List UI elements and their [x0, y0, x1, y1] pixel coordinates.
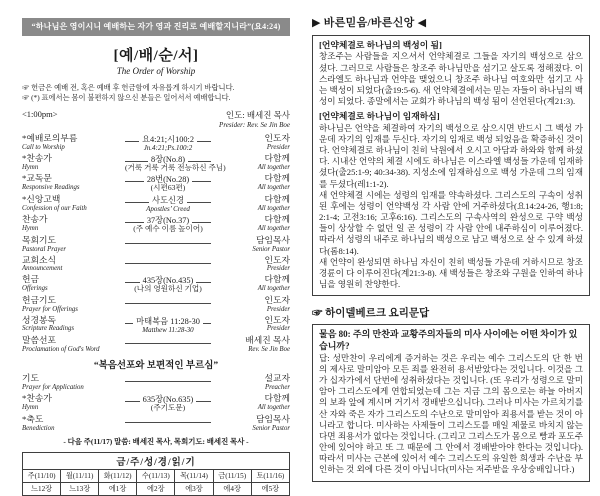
reading-cell: 에1장	[99, 483, 137, 496]
leader-line	[125, 263, 168, 264]
item-label-en: Responsive Readings	[22, 184, 80, 192]
item-detail-sub: (주 예수 이름 높이어)	[133, 224, 203, 234]
order-item-prayer-for-offerings	[22, 296, 290, 314]
leader-line	[125, 181, 144, 182]
item-label-en: Proclamation of God's Word	[22, 345, 100, 353]
item-label-en: Scripture Readings	[22, 325, 75, 333]
order-item-proclamation	[22, 336, 290, 354]
leader-line	[125, 303, 168, 304]
item-detail: 28번(No.28)	[146, 175, 190, 185]
item-label-kr: *예배로의부름	[22, 132, 78, 143]
order-of-worship-column	[22, 18, 290, 496]
catechism-q80-box	[312, 324, 590, 481]
reading-cell: 에3장	[175, 483, 213, 496]
catechism-answer: 답: 성만찬이 우리에게 증거하는 것은 우리는 예수 그리스도의 단 한 번의 제사로 말미암아 모든 죄를 완전히 용서받았다는 것입니다. 이것을 그가 십자가에서 단번에 성취하셨다는 것입니다. (또 우리가 성령으로 말미암아 그리스도에게 연합되었는데 그는 지금 그의 몸으로는 하늘 아버지의 보좌 앞에 계시며 거기서 경배받으십니다). 그러나 미사는 가르치기를 산 자와 죽은 자가 그리스도의 수난으로 말미암아 죄용서를 받는 것이 아니라고 합니다. 미사하는 사제들이 그리스도를 매일 제물로 바치지 않는다면 죄용서가 없다는 것입니다. (그리고 그리스도가 몸으로 빵과 포도주 안에 있어야 하고 또 그 때문에 그 안에서 경배받아야 한다는 것입니다). 따라서 미사는 근본에 있어서 예수 그리스도의 유일한 희생과 수난을 부인하는 것 외에 다른 것이 아닙니다(미사는 저주받을 우상숭배입니다.)	[319, 352, 583, 475]
day-cell: 화(11/12)	[99, 470, 137, 483]
item-label-kr: 교회소식	[22, 254, 56, 265]
item-leader-kr: 담임목사	[256, 413, 290, 424]
item-leader-en: Senior Pastor	[252, 245, 290, 253]
item-leader-en: All together	[257, 225, 290, 233]
leader-line	[125, 323, 133, 324]
leader-line	[125, 343, 168, 344]
leader-line	[196, 401, 211, 402]
catechism-question: 물음 80: 주의 만찬과 교황주의자들의 미사 사이에는 어떤 차이가 있습니까?	[319, 329, 578, 351]
item-label-kr: *교독문	[22, 173, 52, 184]
leader-line	[125, 141, 139, 142]
item-leader-kr: 다함께	[264, 214, 290, 225]
item-leader-en: Rev. Se Jin Boe	[248, 345, 290, 353]
day-cell: 금(11/15)	[213, 470, 251, 483]
item-detail: 37장(No.37)	[146, 216, 190, 226]
scripture-banner: “하나님은 영이시니 예배하는 자가 영과 진리로 예배할지니라”(요4:24)	[22, 18, 290, 36]
item-leader-kr: 다함께	[264, 392, 290, 403]
item-label-kr: *축도	[22, 413, 44, 424]
item-label-kr: *찬송가	[22, 152, 52, 163]
item-label-en: Offerings	[22, 285, 48, 293]
leader-line	[125, 161, 148, 162]
day-cell: 토(11/16)	[251, 470, 289, 483]
leader-line	[125, 381, 168, 382]
item-leader-en: Preacher	[264, 384, 290, 392]
right-column-header: ▶ 바른믿음/바른신앙 ◀	[312, 17, 427, 29]
item-detail: 635장(No.635)	[142, 394, 194, 404]
leader-line	[197, 141, 211, 142]
item-leader-en: All together	[257, 184, 290, 192]
day-cell: 주(11/10)	[23, 470, 61, 483]
item-leader-en: Presider	[266, 143, 290, 151]
item-detail: 8장(No.8)	[150, 154, 186, 164]
item-detail: 사도신경	[151, 196, 185, 206]
section-body: 창조주는 사람들을 지으셔서 언약체결로 그들을 자기의 백성으로 삼으셨다. 그러므로 사람들은 창조주 하나님만을 섬기고 살도록 정해졌다. 이스라엘도 하나님과 언약을 맺었으니 창조주 하나님 여호와만 섬기고 사는 백성이 되었다(출19:5-6). 새 언약체결에서는 믿는 자들이 하나님의 백성이 되었다. 종말에서는 교회가 하나님의 백성 됨이 선언된다(계21:3).	[319, 51, 583, 107]
item-label-kr: 찬송가	[22, 214, 48, 225]
page-subtitle: The Order of Worship	[116, 66, 196, 76]
item-label-kr: 말씀선포	[22, 334, 56, 345]
item-label-en: Hymn	[22, 163, 39, 171]
leader-line	[168, 343, 211, 344]
weekly-bible-reading-table	[22, 452, 290, 496]
item-label-en: Hymn	[22, 403, 39, 411]
item-leader-kr: 담임목사	[256, 234, 290, 245]
section-title: [언약체결로 하나님이 임재하심]	[319, 111, 440, 122]
leader-line	[125, 401, 140, 402]
right-teaching-column	[312, 14, 590, 482]
item-detail-sub: (시편63편)	[150, 183, 186, 193]
order-item-benediction	[22, 415, 290, 433]
item-detail: 435장(No.435)	[142, 276, 194, 286]
item-label-en: Prayer for Offerings	[22, 305, 78, 313]
reading-cell: 느12장	[23, 483, 61, 496]
item-leader-en: All together	[257, 205, 290, 213]
leader-line	[125, 202, 149, 203]
order-item-call-to-worship	[22, 134, 290, 152]
reading-cell: 에2장	[137, 483, 175, 496]
section-body: 하나님은 언약을 체결하여 자기의 백성으로 삼으시면 반드시 그 백성 가운데 자기의 임재를 두신다. 자기의 임재로 백성 되었음을 확증하신 것이다. 언약체결로 하나님이 친히 낙원에서 오시고 아담과 하와와 함께 하셨다. 시내산 언약의 체결 시에도 하나님은 이스라엘 백성들 가운데 임재하셨다(출25:1-9; 40:34-38). 지성소에 임재하심으로 백성 가운데 그의 임재를 두셨다(레1:1-2).	[319, 122, 583, 189]
order-item-responsive-readings	[22, 174, 290, 193]
leader-line	[168, 381, 211, 382]
order-item-confession	[22, 195, 290, 213]
order-item-prayer-application	[22, 374, 290, 392]
reading-cell: 느13장	[61, 483, 99, 496]
order-item-announcement	[22, 256, 290, 274]
day-cell: 목(11/14)	[175, 470, 213, 483]
item-leader-kr: 다함께	[264, 152, 290, 163]
section-body: 새 언약이 완성되면 하나님 자신이 친히 백성들 가운데 거하시므로 창조경륜이 다 이루어진다(계21:3-8). 새 백성들은 창조와 구원을 인하여 하나님을 영원히 찬양한다.	[319, 256, 583, 290]
day-cell: 월(11/11)	[61, 470, 99, 483]
order-item-hymn	[22, 154, 290, 173]
table-title-row	[23, 453, 290, 470]
item-label-kr: *신앙고백	[22, 194, 61, 205]
leader-line	[168, 303, 211, 304]
presider-kr: 인도: 배세진 목사	[225, 109, 290, 120]
covenant-teaching-box	[312, 35, 590, 296]
item-label-kr: 목회기도	[22, 234, 56, 245]
order-list	[22, 134, 290, 433]
item-label-en: Confession of our Faith	[22, 205, 87, 213]
leader-line	[203, 323, 211, 324]
order-item-offerings	[22, 275, 290, 294]
item-leader-kr: 배세진 목사	[245, 334, 290, 345]
heidelberg-catechism-header: ☞ 하이델베르크 요리문답	[312, 308, 430, 320]
item-label-en: Call to Worship	[22, 143, 65, 151]
item-leader-en: Presider	[266, 305, 290, 313]
item-leader-kr: 설교자	[264, 373, 290, 384]
note-line: ☞ 헌금은 예배 전, 혹은 예배 후 헌금함에 자유롭게 하시기 바랍니다.	[22, 83, 235, 92]
item-leader-en: All together	[257, 163, 290, 171]
item-leader-en: Presider	[266, 265, 290, 273]
reading-cell: 에4장	[213, 483, 251, 496]
item-label-kr: 성경봉독	[22, 314, 56, 325]
table-day-row	[23, 470, 290, 483]
item-leader-kr: 인도자	[264, 294, 290, 305]
order-item-scripture-readings	[22, 316, 290, 334]
item-leader-kr: 다함께	[264, 274, 290, 285]
leader-line	[125, 243, 168, 244]
item-label-kr: 헌금	[22, 274, 39, 285]
item-label-en: Hymn	[22, 225, 39, 233]
item-detail-sub: (나의 영원하신 기업)	[134, 284, 202, 294]
table-title: 금/주/성/경/읽/기	[23, 453, 290, 470]
item-leader-en: Presider	[266, 325, 290, 333]
presider-en: Presider: Rev. Se Jin Boe	[219, 120, 290, 129]
note-line: ☞ (*) 표에서는 몸이 불편하지 않으신 분들은 일어서서 예배합니다.	[22, 92, 231, 102]
leader-line	[168, 243, 211, 244]
leader-line	[168, 422, 211, 423]
worship-notes	[22, 83, 290, 103]
item-detail-sub: Matthew 11:28-30	[142, 325, 194, 334]
leader-line	[192, 181, 211, 182]
item-leader-en: All together	[257, 403, 290, 411]
item-label-kr: *찬송가	[22, 392, 52, 403]
sermon-title: “복음선포와 보편적인 부르심”	[93, 361, 219, 372]
item-label-kr: 헌금기도	[22, 294, 56, 305]
order-item-hymn	[22, 394, 290, 413]
section-body: 새 언약체결 시에는 성령의 임재를 약속하셨다. 그리스도의 구속이 성취된 후에는 성령이 언약백성 각 사람 안에 거주하셨다(요14:24-26, 행1:8; 2:1-4; 고전3:16; 고후6:16). 그리스도의 구속사역의 완성으로 구약 백성들이 상상할 수 없던 일 곧 성령이 각 사람 안에 내주하심이 이루어졌다. 따라서 성령의 내주로 하나님의 백성으로 남고 백성으로 살 수 있게 하셨다(롬8:14).	[319, 189, 583, 256]
next-week-notice: - 다음 주(11/17) 말씀: 배세진 목사, 목회기도: 배세진 목사 -	[63, 437, 249, 447]
order-item-pastoral-prayer	[22, 236, 290, 254]
service-time: <1:00pm>	[22, 108, 58, 119]
item-label-en: Prayer for Application	[22, 384, 84, 392]
leader-line	[168, 263, 211, 264]
item-leader-kr: 인도자	[264, 254, 290, 265]
item-detail: 마태복음 11:28-30	[136, 316, 200, 326]
item-leader-kr: 다함께	[264, 173, 290, 184]
item-detail-sub: Apostles’ Creed	[146, 205, 190, 214]
item-leader-kr: 인도자	[264, 314, 290, 325]
item-detail-sub: Jn.4:21;Ps.100:2	[143, 143, 193, 152]
day-cell: 수(11/13)	[137, 470, 175, 483]
leader-line	[187, 202, 211, 203]
section-title: [언약체결로 하나님의 백성이 됨]	[319, 40, 442, 50]
item-detail-sub: (거룩 거룩 거룩 전능하신 주님)	[125, 162, 226, 172]
service-time-row	[22, 109, 290, 129]
item-detail-sub: (주기도문)	[150, 402, 186, 412]
reading-cell: 에5장	[251, 483, 289, 496]
page-title: [예/배/순/서]	[113, 48, 199, 64]
presider-info	[219, 109, 290, 129]
order-item-hymn	[22, 215, 290, 234]
table-reading-row	[23, 483, 290, 496]
item-label-en: Announcement	[22, 265, 63, 273]
item-detail: 요4:21;시100:2	[142, 134, 194, 144]
item-leader-kr: 다함께	[264, 194, 290, 205]
item-label-en: Benediction	[22, 424, 55, 432]
item-leader-en: Senior Pastor	[252, 424, 290, 432]
item-leader-en: All together	[257, 285, 290, 293]
item-label-kr: 기도	[22, 373, 39, 384]
item-leader-kr: 인도자	[264, 132, 290, 143]
leader-line	[125, 422, 168, 423]
item-label-en: Pastoral Prayer	[22, 245, 66, 253]
leader-line	[188, 161, 211, 162]
